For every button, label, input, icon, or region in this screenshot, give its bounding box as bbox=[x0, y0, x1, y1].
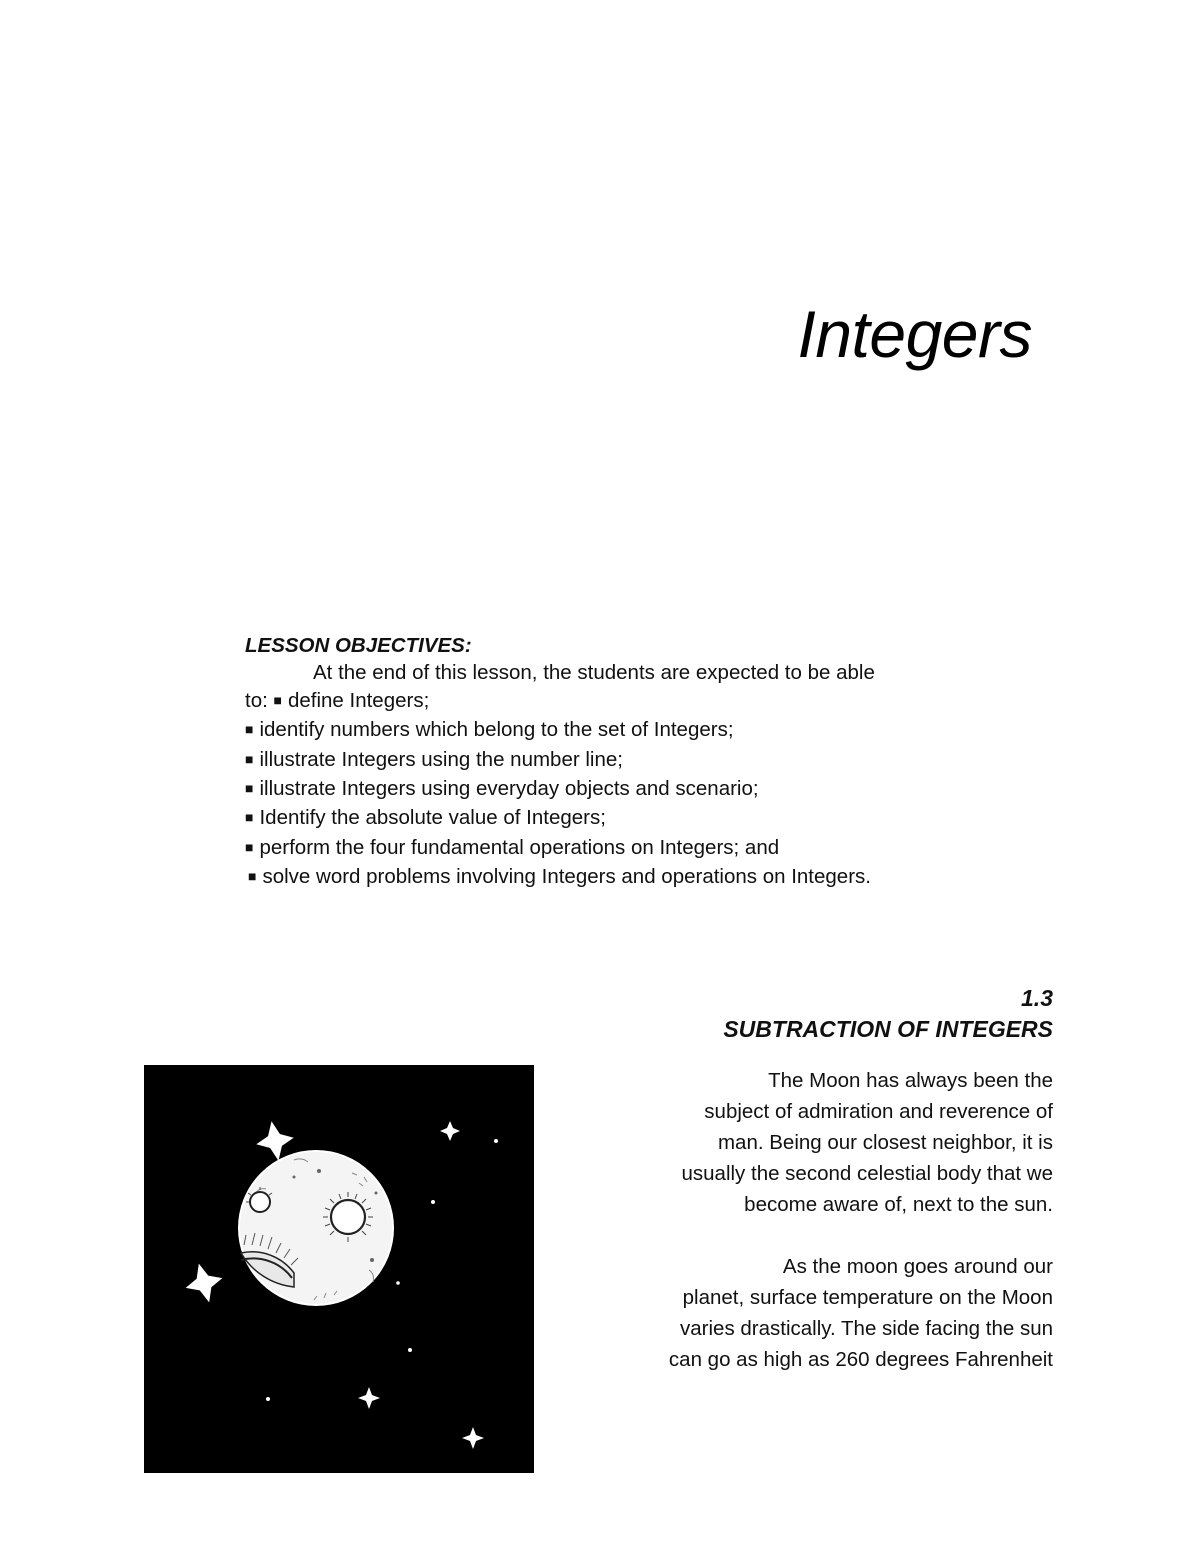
paragraph-line: subject of admiration and reverence of bbox=[704, 1100, 1053, 1123]
bullet-icon: ■ bbox=[248, 868, 257, 885]
paragraph-line: become aware of, next to the sun. bbox=[744, 1193, 1053, 1216]
objective-item bbox=[245, 834, 1005, 863]
bullet-icon: ■ bbox=[245, 838, 254, 855]
objective-item bbox=[245, 775, 1005, 804]
objective-item bbox=[245, 716, 1005, 745]
objective-text: perform the four fundamental operations on Integers; and bbox=[259, 835, 780, 859]
temperature-paragraph bbox=[593, 1251, 1053, 1375]
objective-text: solve word problems involving Integers and operations on Integers. bbox=[262, 865, 871, 889]
bullet-icon: ■ bbox=[245, 809, 254, 826]
paragraph-line: The Moon has always been the bbox=[768, 1069, 1053, 1092]
objective-text: identify numbers which belong to the set of Integers; bbox=[259, 718, 734, 742]
page-title: Integers bbox=[797, 297, 1032, 371]
objectives-intro: At the end of this lesson, the students are expected to be able bbox=[313, 661, 875, 685]
paragraph-line: man. Being our closest neighbor, it is bbox=[717, 1131, 1053, 1154]
objective-text: illustrate Integers using the number line; bbox=[259, 747, 623, 771]
paragraph-line: As the moon goes around our bbox=[782, 1255, 1053, 1278]
bullet-icon: ■ bbox=[245, 780, 254, 797]
section-number: 1.3 bbox=[1021, 985, 1053, 1011]
moon-and-stars-icon bbox=[144, 1065, 534, 1473]
objective-item bbox=[245, 804, 1005, 833]
objective-item bbox=[245, 863, 1005, 892]
objective-text: define Integers; bbox=[287, 688, 430, 712]
section-title: SUBTRACTION OF INTEGERS bbox=[723, 1016, 1053, 1042]
bullet-icon: ■ bbox=[273, 691, 282, 708]
paragraph-line: can go as high as 260 degrees Fahrenheit bbox=[668, 1348, 1053, 1371]
objective-item bbox=[245, 746, 1005, 775]
lesson-objectives bbox=[245, 632, 1005, 893]
paragraph-line: usually the second celestial body that we bbox=[681, 1162, 1053, 1185]
objectives-heading: LESSON OBJECTIVES: bbox=[245, 634, 472, 657]
bullet-icon: ■ bbox=[245, 750, 254, 767]
intro-paragraph bbox=[593, 1065, 1053, 1220]
paragraph-line: varies drastically. The side facing the sun bbox=[680, 1317, 1053, 1340]
moon-illustration bbox=[144, 1065, 534, 1473]
paragraph-line: planet, surface temperature on the Moon bbox=[682, 1286, 1053, 1309]
objective-text: illustrate Integers using everyday objects and scenario; bbox=[259, 777, 759, 801]
objectives-intro-continued: to: bbox=[245, 688, 268, 712]
objective-text: Identify the absolute value of Integers; bbox=[259, 806, 606, 830]
bullet-icon: ■ bbox=[245, 721, 254, 738]
objective-item bbox=[245, 687, 1005, 716]
